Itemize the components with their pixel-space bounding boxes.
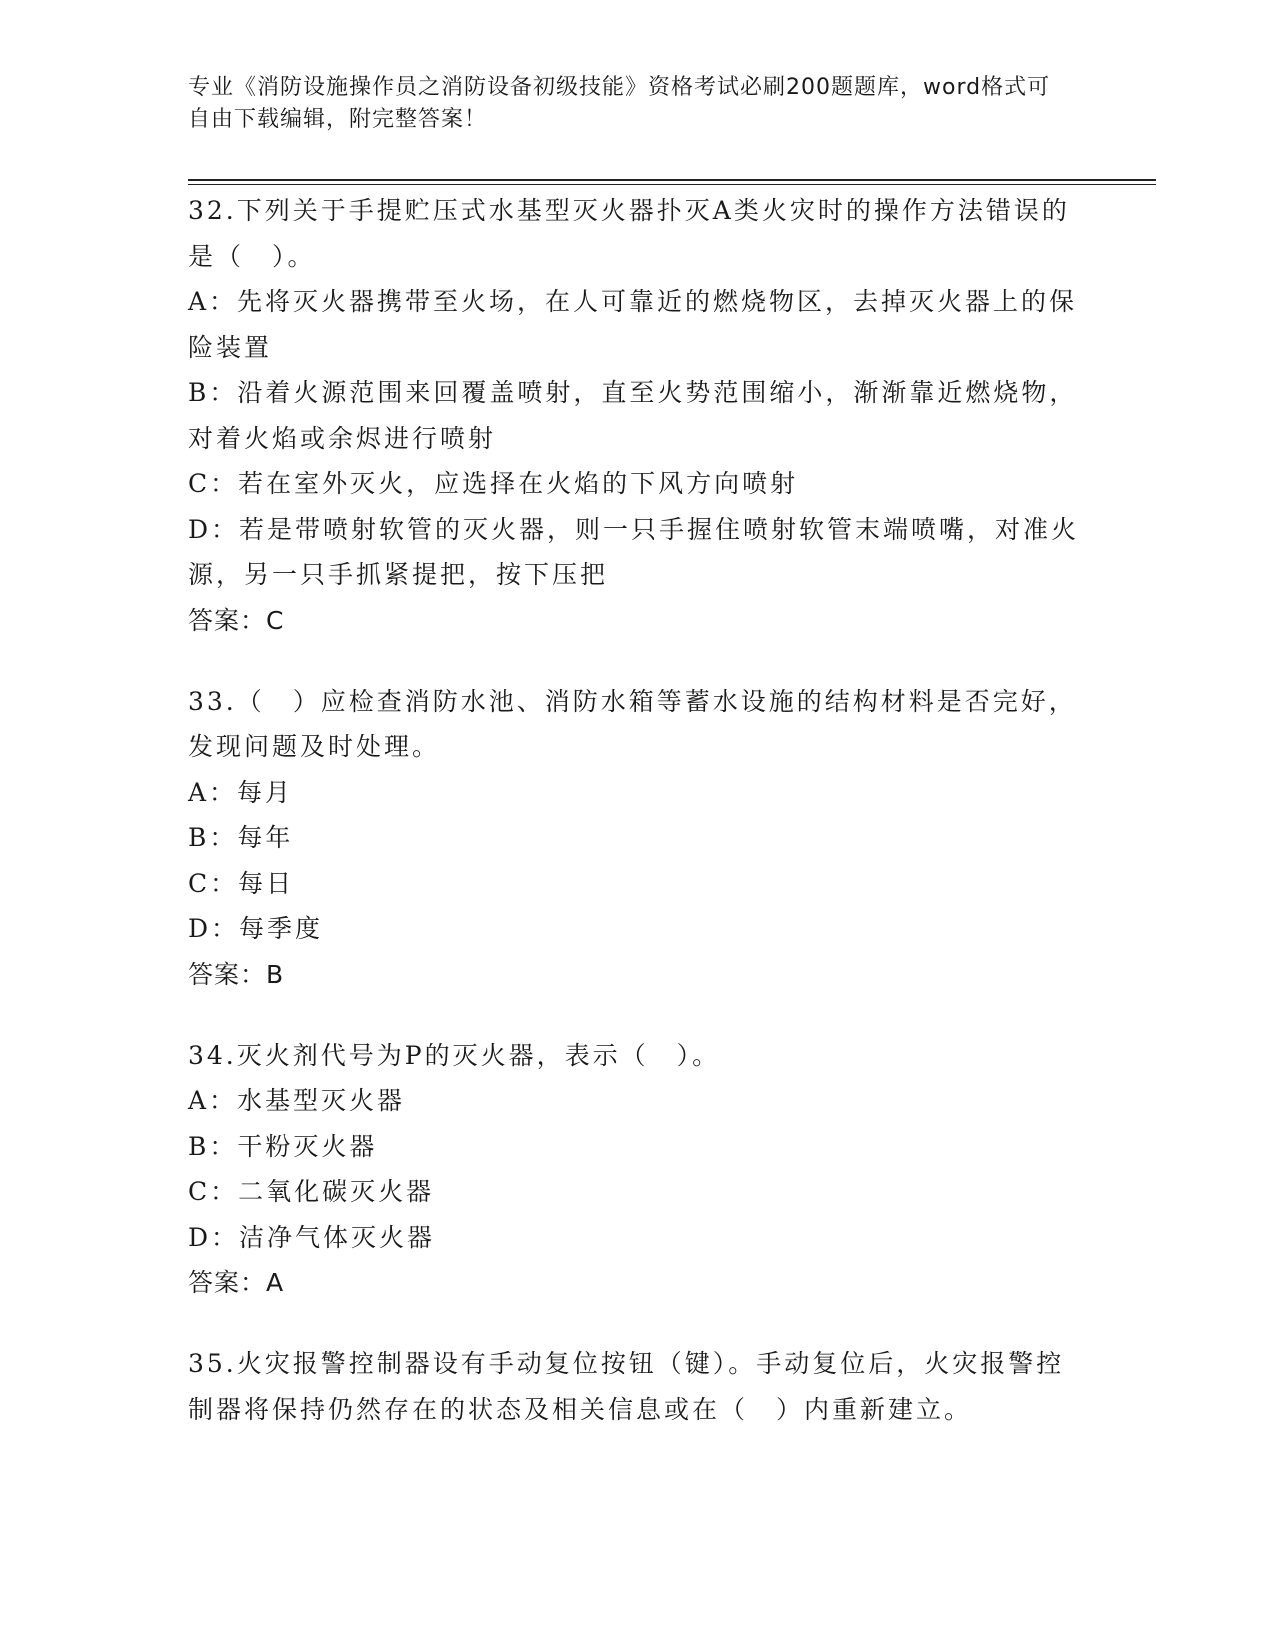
question-list (188, 188, 1088, 1468)
option-d: D：洁净气体灭火器 (188, 1222, 436, 1252)
option-b: B：沿着火源范围来回覆盖喷射，直至火势范围缩小，渐渐靠近燃烧物，对着火焰或余烬进行喷射 (188, 378, 1078, 453)
option-d: D：若是带喷射软管的灭火器，则一只手握住喷射软管末端喷嘴，对准火源，另一只手抓紧提把，按下压把 (188, 514, 1080, 589)
option-c: C：每日 (188, 868, 295, 898)
answer-line: 答案：B (188, 959, 285, 989)
option-c: C：二氧化碳灭火器 (188, 1177, 435, 1206)
question-35 (188, 1341, 1088, 1432)
header-rule-thick (188, 179, 1156, 181)
option-d: D：每季度 (188, 914, 324, 943)
question-32 (188, 188, 1088, 643)
option-b: B：每年 (188, 823, 294, 852)
question-stem: 32.下列关于手提贮压式水基型灭火器扑灭A类火灾时的操作方法错误的是（ ）。 (188, 196, 1070, 271)
answer-line: 答案：C (188, 605, 285, 635)
option-a: A：水基型灭火器 (188, 1086, 406, 1115)
question-stem: 33.（ ）应检查消防水池、消防水箱等蓄水设施的结构材料是否完好，发现问题及时处理。 (188, 686, 1077, 761)
option-c: C：若在室外灭火，应选择在火焰的下风方向喷射 (188, 469, 799, 498)
question-34 (188, 1033, 1088, 1306)
question-stem: 35.火灾报警控制器设有手动复位按钮（键）。手动复位后，火灾报警控制器将保持仍然存在的状态及相关信息或在（ ）内重新建立。 (188, 1349, 1065, 1424)
header-rule-thin (188, 184, 1156, 185)
option-b: B：干粉灭火器 (188, 1131, 378, 1161)
document-header: 专业《消防设施操作员之消防设备初级技能》资格考试必刷200题题库，word格式可自由下载编辑，附完整答案！ (188, 75, 1051, 132)
option-a: A：先将灭火器携带至火场，在人可靠近的燃烧物区，去掉灭火器上的保险装置 (188, 287, 1078, 362)
answer-line: 答案：A (188, 1268, 285, 1297)
question-stem: 34.灭火剂代号为P的灭火器，表示（ ）。 (188, 1040, 721, 1070)
question-33 (188, 679, 1088, 997)
option-a: A：每月 (188, 777, 294, 807)
